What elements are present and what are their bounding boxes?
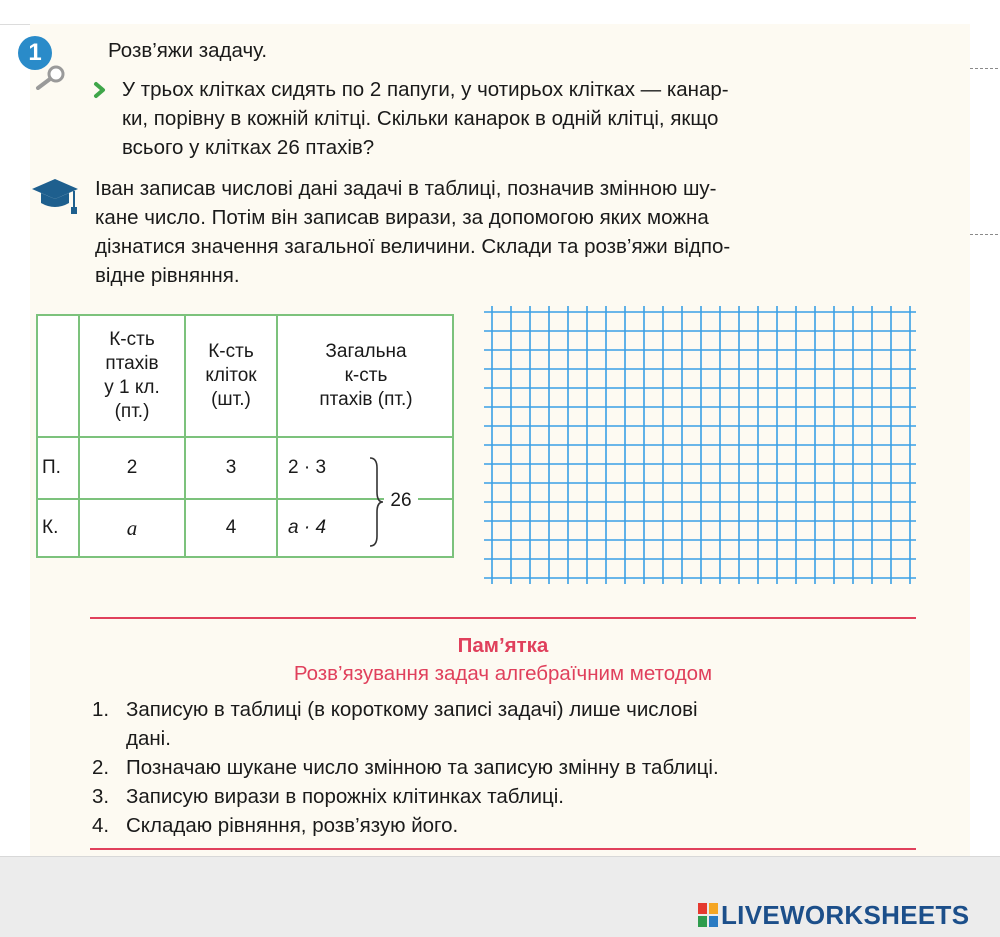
memo-title: Пам’ятка xyxy=(457,634,549,657)
memo-item-2: Позначаю шукане число змінною та записую змінну в таблиці. xyxy=(126,756,719,779)
row-label-parrots: П. xyxy=(42,457,61,478)
row-label-canaries: К. xyxy=(42,517,59,538)
problem-line-3: всього у клітках 26 птахів? xyxy=(122,136,375,159)
data-table xyxy=(36,314,454,558)
brand-text: LIVEWORKSHEETS xyxy=(721,899,970,930)
memo-item-1-line-2: дані. xyxy=(126,727,171,750)
liveworksheets-brand[interactable] xyxy=(698,900,969,930)
magnifier-icon xyxy=(34,64,68,90)
header-text: птахів xyxy=(105,353,159,374)
memo-subtitle: Розв’язування задач алгебраїчним методом xyxy=(293,662,713,685)
memo-item-number: 2. xyxy=(92,756,110,779)
problem-line-1: У трьох клітках сидять по 2 папуги, у чотирьох клітках — канар- xyxy=(122,78,729,101)
blank-grid xyxy=(484,306,916,584)
problem-line-2: ки, порівну в кожній клітці. Скільки канарок в одній клітці, якщо xyxy=(122,107,719,130)
explanation-line-2: кане число. Потім він записав вирази, за допомогою яких можна xyxy=(95,206,709,229)
cell-canary-expression: а · 4 xyxy=(288,517,327,538)
header-text: К-сть xyxy=(208,341,254,362)
chevron-right-icon xyxy=(90,80,110,100)
memo-item-number: 1. xyxy=(92,698,110,721)
memo-item-4: Складаю рівняння, розв’язую його. xyxy=(126,814,459,837)
header-text: (пт.) xyxy=(114,401,150,422)
right-margin xyxy=(970,24,1000,854)
header-text: у 1 кл. xyxy=(104,377,160,398)
task-instruction: Розв’яжи задачу. xyxy=(108,39,268,62)
cell-canary-cages: 4 xyxy=(225,517,237,538)
header-text: птахів (пт.) xyxy=(319,389,413,410)
header-text: к-сть xyxy=(344,365,388,386)
header-text: (шт.) xyxy=(211,389,251,410)
explanation-line-3: дізнатися значення загальної величини. Склади та розв’яжи відпо- xyxy=(95,235,731,258)
memo-item-number: 4. xyxy=(92,814,110,837)
explanation-line-4: відне рівняння. xyxy=(95,264,240,287)
header-cage-count xyxy=(186,316,276,436)
memo-item-1-line-1: Записую в таблиці (в короткому записі задачі) лише числові xyxy=(126,698,698,721)
memo-item-3: Записую вирази в порожніх клітинках таблиці. xyxy=(126,785,564,808)
header-text: Загальна xyxy=(325,341,407,362)
cell-parrot-cages: 3 xyxy=(225,457,237,478)
memo-item-number: 3. xyxy=(92,785,110,808)
answer-dash-1 xyxy=(970,68,998,69)
graduation-cap-icon xyxy=(30,175,80,217)
cell-parrot-expression: 2 · 3 xyxy=(288,457,327,478)
cell-parrots-per-cage: 2 xyxy=(126,457,138,478)
header-total-birds xyxy=(278,316,454,436)
cell-canaries-per-cage: а xyxy=(126,516,138,540)
header-text: К-сть xyxy=(109,329,155,350)
header-text: кліток xyxy=(205,365,257,386)
memo-top-divider xyxy=(90,617,916,619)
liveworksheets-logo-icon xyxy=(698,903,718,927)
brace-icon xyxy=(368,456,384,548)
total-value: 26 xyxy=(384,486,418,516)
top-bar xyxy=(0,0,1000,25)
header-birds-per-cage xyxy=(80,316,184,436)
task-number-badge: 1 xyxy=(18,36,52,70)
explanation-line-1: Іван записав числові дані задачі в таблиці, позначив змінною шу- xyxy=(95,177,717,200)
memo-bottom-divider xyxy=(90,848,916,850)
answer-dash-2 xyxy=(970,234,998,235)
